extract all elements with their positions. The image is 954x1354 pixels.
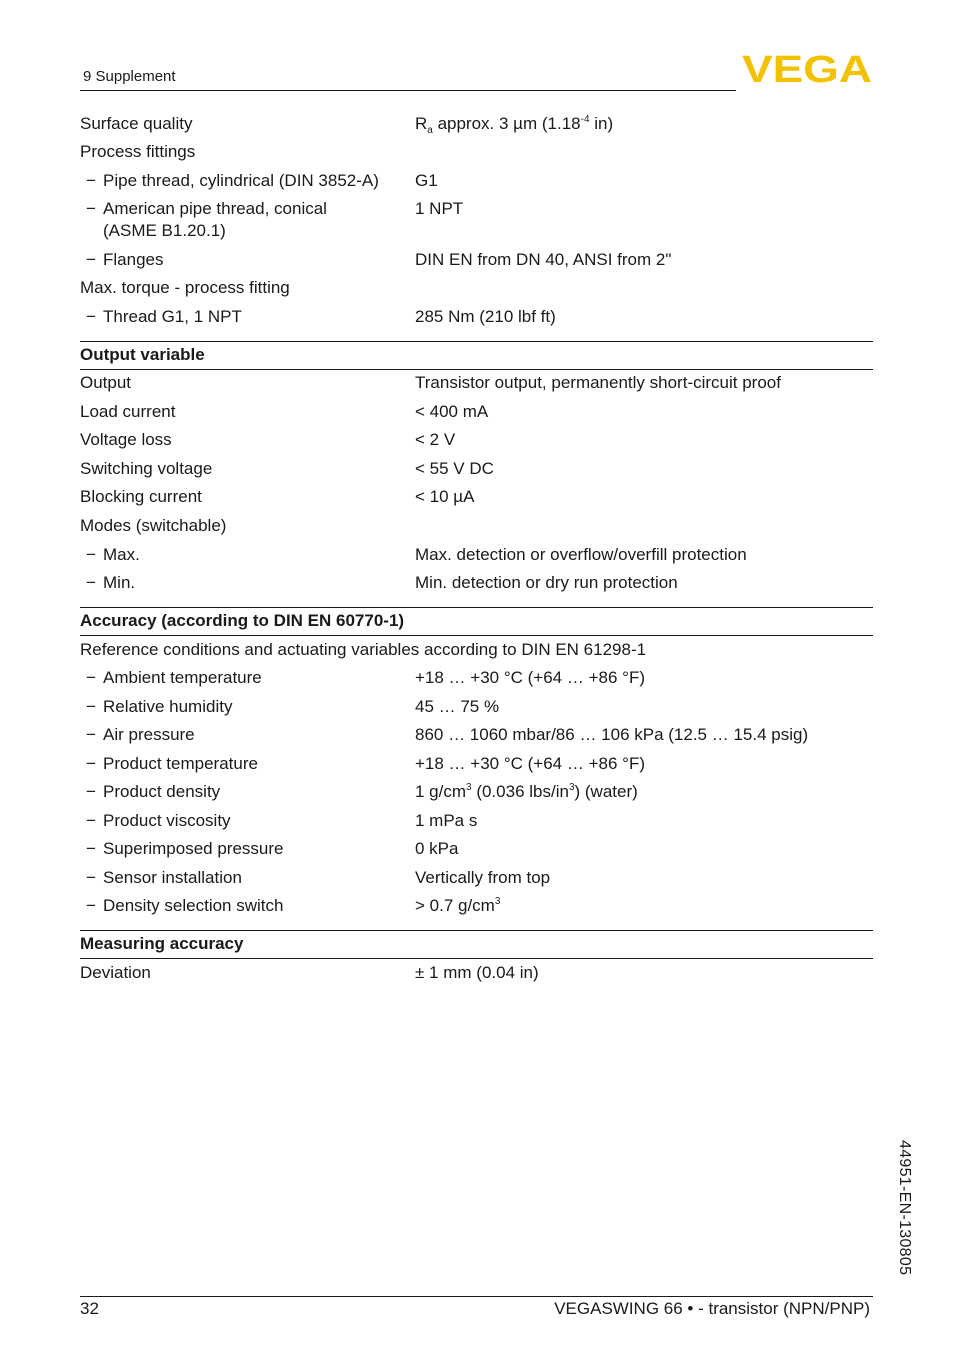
row-label: − Density selection switch [80, 895, 410, 917]
row-value: 1 $g/cm^3$ (0.036 lbs/$in^3$) (water) [415, 782, 638, 801]
row-value: Max. detection or overflow/overfill protection [415, 545, 747, 564]
row-label: − Pipe thread, cylindrical (DIN 3852-A) [80, 170, 410, 192]
row-value: Transistor output, permanently short-circuit proof [415, 373, 781, 392]
row-label: − Product viscosity [80, 810, 410, 832]
footer-divider [80, 1296, 873, 1297]
row-value: 1 mPa s [415, 811, 478, 830]
section-divider [80, 958, 873, 959]
row-value: ± 1 mm (0.04 in) [415, 963, 539, 982]
row-label: Output [80, 373, 132, 392]
row-label: − Sensor installation [80, 867, 410, 889]
vega-logo [742, 52, 874, 86]
row-value: > 0.7 $g/cm^3$ [415, 896, 501, 915]
row-label: Surface quality [80, 114, 193, 133]
row-label: − American pipe thread, conical (ASME B1.20.1) [80, 198, 410, 242]
section-header: 9 Supplement [83, 68, 176, 85]
row-label: − Relative humidity [80, 696, 410, 718]
row-label: Voltage loss [80, 430, 172, 449]
row-label: − Flanges [80, 249, 410, 271]
row-value: < 55 V DC [415, 459, 494, 478]
document-code: 44951-EN-130805 [896, 1140, 913, 1276]
row-label: − Product density [80, 781, 410, 803]
row-label: − Min. [80, 572, 410, 594]
row-label: Deviation [80, 963, 151, 982]
row-label: − Superimposed pressure [80, 838, 410, 860]
row-label: Switching voltage [80, 459, 213, 478]
row-label: Modes (switchable) [80, 516, 227, 535]
section-divider [80, 369, 873, 370]
row-value: Min. detection or dry run protection [415, 573, 678, 592]
section-title-accuracy: Accuracy (according to DIN EN 60770-1) [80, 611, 405, 630]
row-value: +18 … +30 °C (+64 … +86 °F) [415, 668, 645, 687]
page-number: 32 [80, 1299, 99, 1318]
row-label: − Product temperature [80, 753, 410, 775]
row-value: Vertically from top [415, 868, 551, 887]
row-value: 45 … 75 % [415, 697, 500, 716]
row-label: Reference conditions and actuating variables according to DIN EN 61298-1 [80, 640, 647, 659]
row-value: DIN EN from DN 40, ANSI from 2" [415, 250, 672, 269]
row-value: 1 NPT [415, 199, 464, 218]
header-divider [80, 90, 736, 91]
row-label: Load current [80, 402, 176, 421]
row-label: − Max. [80, 544, 410, 566]
row-label: − Ambient temperature [80, 667, 410, 689]
row-value: G1 [415, 171, 438, 190]
row-value: 0 kPa [415, 839, 459, 858]
section-divider [80, 635, 873, 636]
row-value: $R_a$ approx. 3 µm ($1.18^{-4}$ in) [415, 114, 614, 136]
row-value: < 10 µA [415, 487, 475, 506]
svg-text:VEGA: VEGA [742, 52, 872, 86]
section-title-output: Output variable [80, 345, 205, 364]
footer-title: VEGASWING 66 • - transistor (NPN/PNP) [554, 1299, 870, 1318]
section-divider [80, 607, 873, 608]
row-value: < 2 V [415, 430, 456, 449]
row-label: Process fittings [80, 142, 196, 161]
row-value: < 400 mA [415, 402, 489, 421]
row-value: +18 … +30 °C (+64 … +86 °F) [415, 754, 645, 773]
section-divider [80, 930, 873, 931]
section-title-measuring: Measuring accuracy [80, 934, 244, 953]
row-label: − Thread G1, 1 NPT [80, 306, 410, 328]
section-divider [80, 341, 873, 342]
row-value: 860 … 1060 mbar/86 … 106 kPa (12.5 … 15.4 psig) [415, 725, 809, 744]
row-label: − Air pressure [80, 724, 410, 746]
row-value: 285 Nm (210 lbf ft) [415, 307, 556, 326]
row-label: Max. torque - process fitting [80, 278, 290, 297]
row-label: Blocking current [80, 487, 202, 506]
